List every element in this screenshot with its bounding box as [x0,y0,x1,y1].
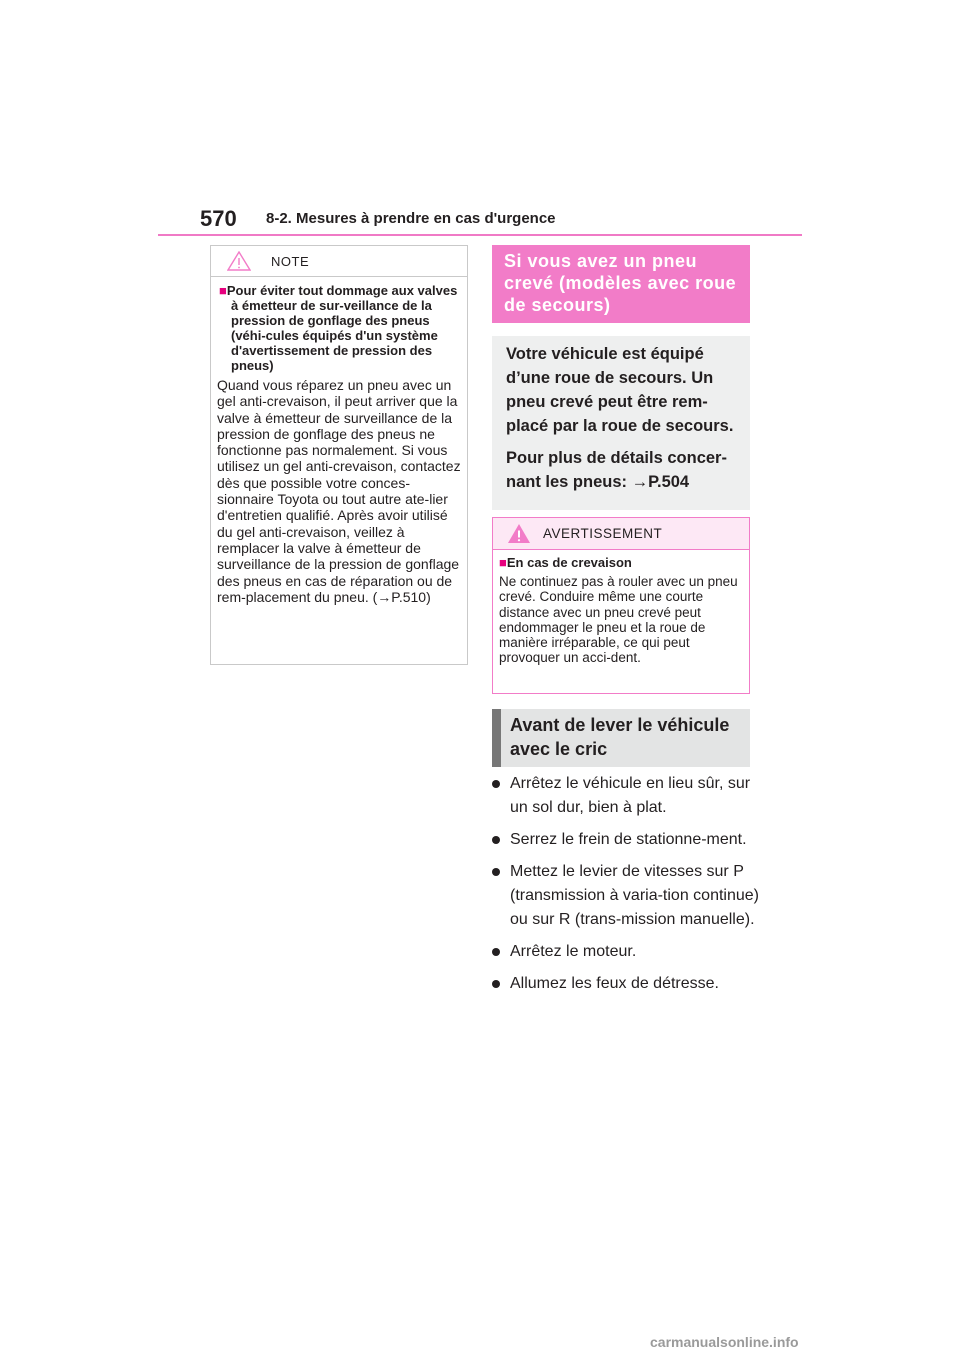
list-item: Mettez le levier de vitesses sur P (transmission à varia-tion continue) ou sur R (trans-mission manuelle). [492,860,762,932]
square-bullet-icon: ■ [499,555,507,570]
note-text: Quand vous réparez un pneu avec un gel anti-crevaison, il peut arriver que la valve à émetteur de surveillance de la pression de gonflage des pneus ne fonctionne pas normalement. Si vous utilisez un gel anti-crevaison, contactez dès que possible votre conces-sionnaire Toyota ou tout autre ate-lier d'entretien qualifié. Après avoir utilisé du gel anti-crevaison, veillez à remplacer la valve à émetteur de surveillance de la pression de gonflage des pneus en cas de réparation ou de rem-placement du pneu. (→P.510) [217,377,461,605]
note-header [211,246,467,277]
jack-steps-list [492,772,762,1004]
flat-tire-summary [492,336,750,510]
section-title: 8-2. Mesures à prendre en cas d'urgence [266,210,556,227]
page-header [158,200,802,236]
square-bullet-icon: ■ [219,283,227,298]
warning-label: AVERTISSEMENT [543,526,663,541]
warning-text: Ne continuez pas à rouler avec un pneu crevé. Conduire même une courte distance avec un pneu crevé peut endommager le pneu et la roue de manière irréparable, ce qui peut provoquer un acci-dent. [499,574,738,666]
flat-tire-heading: Si vous avez un pneu crevé (modèles avec roue de secours) [492,245,750,323]
list-item: Allumez les feux de détresse. [492,972,762,996]
note-subtitle: ■Pour éviter tout dommage aux valves à émetteur de sur-veillance de la pression de gonflage des pneus (véhi-cules équipés d'un système d'avertissement de pression des pneus) [219,283,458,373]
warning-box [492,517,750,694]
list-item: Arrêtez le véhicule en lieu sûr, sur un sol dur, bien à plat. [492,772,762,820]
watermark: carmanualsonline.info [650,1334,799,1350]
warning-subtitle: ■En cas de crevaison [499,555,632,570]
warning-triangle-icon [507,523,531,544]
list-item: Arrêtez le moteur. [492,940,762,964]
flat-tire-details: Pour plus de détails concer-nant les pneus: →P.504 [506,449,727,491]
list-item: Serrez le frein de stationne-ment. [492,828,762,852]
note-box [210,245,468,665]
flat-tire-intro: Votre véhicule est équipé d’une roue de secours. Un pneu crevé peut être rem-placé par la roue de secours. [506,345,734,435]
caution-triangle-icon [227,251,251,271]
note-label: NOTE [271,254,310,269]
warning-header [493,518,749,550]
jack-heading: Avant de lever le véhicule avec le cric [492,709,750,767]
page-number: 570 [200,206,237,231]
